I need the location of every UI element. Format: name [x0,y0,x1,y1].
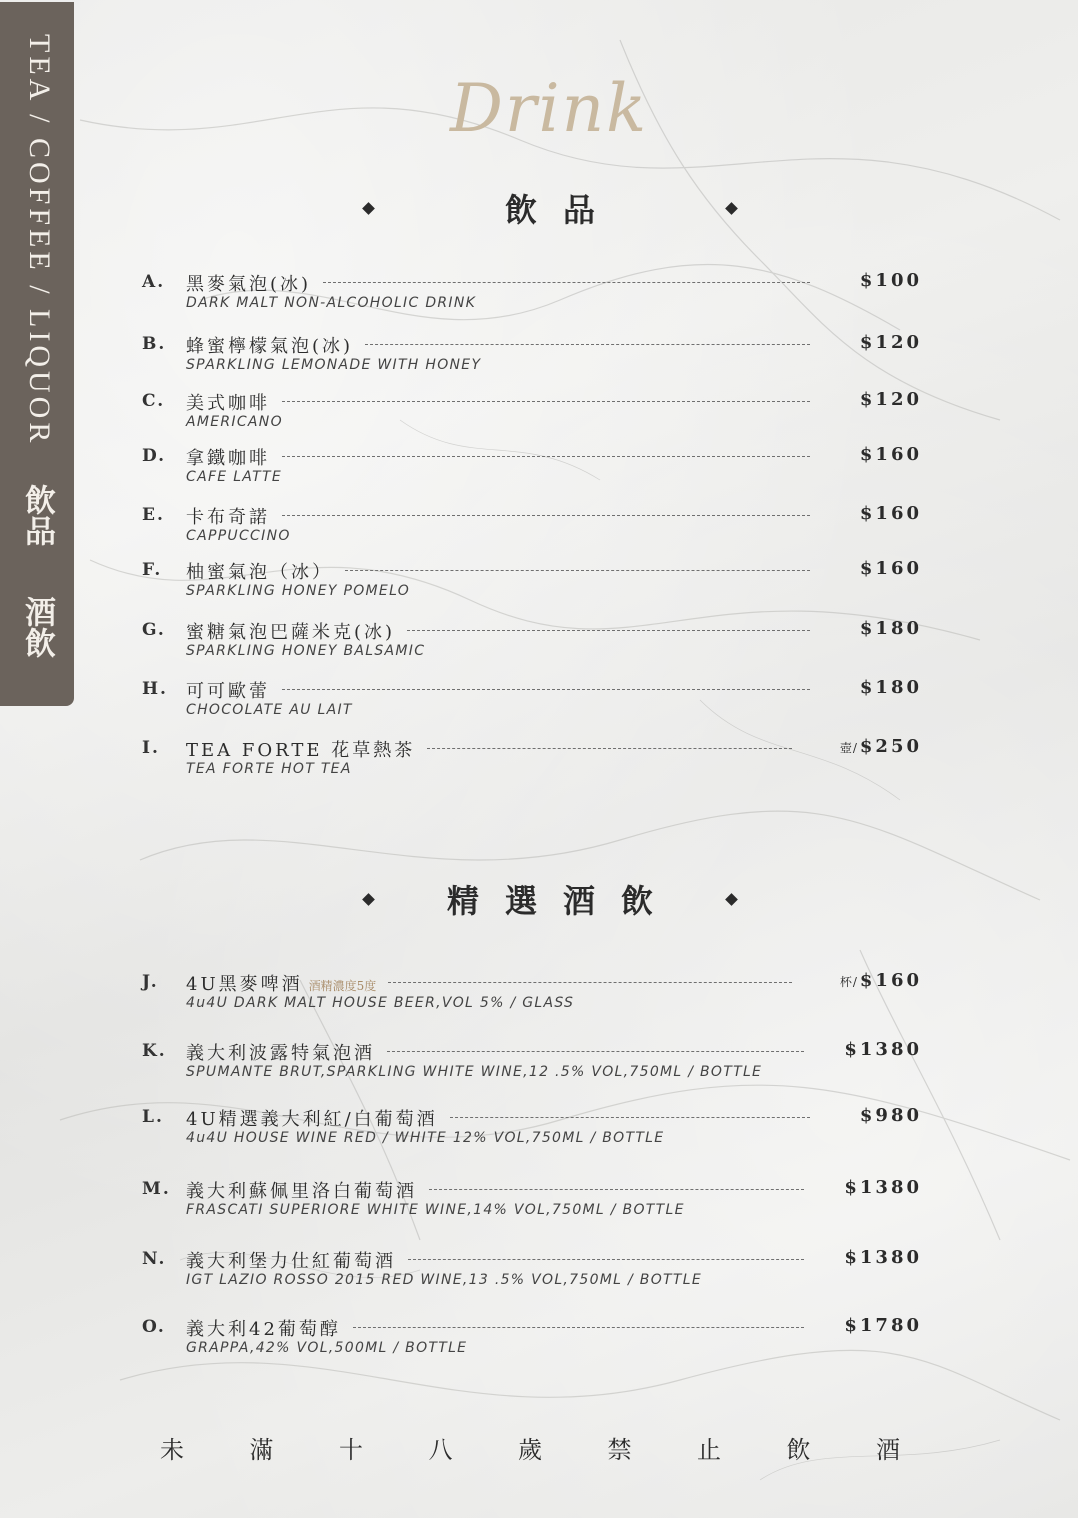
menu-item-price [742,618,922,639]
menu-item-english-name: GRAPPA,42% VOL,500ML / BOTTLE [186,1340,468,1356]
notice-character: 十 [339,1436,363,1464]
menu-item-english-name: CAPPUCCINO [186,528,291,544]
menu-item-letter: I. [142,738,160,758]
drink-script-title: Drink [450,70,649,147]
menu-item-chinese-text: 義大利42葡萄醇 [186,1319,341,1340]
menu-item-chinese-name [186,677,270,703]
menu-item-alcohol-note: 酒精濃度5度 [308,979,377,993]
section-title-drinks [360,183,740,233]
menu-item-letter: N. [142,1249,167,1269]
notice-character: 八 [428,1436,453,1464]
menu-item-letter: K. [142,1041,167,1061]
menu-item-chinese-name [186,389,270,415]
menu-item-price [742,970,922,991]
menu-item-price [742,1177,922,1198]
side-tab-drinks-text: 飲品 [19,484,55,546]
menu-item-letter: H. [142,679,168,699]
menu-item-chinese-name [186,270,311,296]
menu-item-letter: D. [142,446,167,466]
menu-item-price-value: $180 [859,677,922,698]
menu-item-leader-line [282,456,810,457]
menu-item-english-name: 4u4U DARK MALT HOUSE BEER,VOL 5% / GLASS [186,995,575,1011]
menu-item [142,738,922,788]
age-restriction-notice [160,1430,900,1465]
menu-item-leader-line [282,515,810,516]
diamond-icon [725,202,738,215]
menu-item [142,972,922,1022]
menu-item-chinese-text: 4U精選義大利紅/白葡萄酒 [186,1109,438,1130]
menu-item-english-name: IGT LAZIO ROSSO 2015 RED WINE,13 .5% VOL,750ML / BOTTLE [186,1272,702,1288]
menu-item-price-value: $120 [859,389,922,410]
menu-item-chinese-text: 義大利堡力仕紅葡萄酒 [186,1251,396,1272]
menu-item-price [742,1039,922,1060]
side-tab-drinks-label [0,484,74,559]
section-title-text: 飲品 [504,191,621,229]
menu-item-chinese-name [186,618,395,644]
menu-item-chinese-text: 可可歐蕾 [186,681,270,702]
menu-item-english-name: TEA FORTE HOT TEA [186,761,352,777]
menu-item-leader-line [353,1327,804,1328]
menu-item-chinese-text: 柚蜜氣泡（冰） [186,562,333,583]
notice-character: 止 [697,1436,721,1464]
menu-item-chinese-text: 義大利蘇佩里洛白葡萄酒 [186,1181,417,1202]
side-tab-liquor-label [0,596,74,671]
menu-item-chinese-name [186,1039,375,1065]
notice-character: 禁 [607,1436,632,1464]
menu-item [142,1041,922,1091]
menu-item-chinese-text: 卡布奇諾 [186,507,270,528]
menu-item [142,391,922,441]
menu-item-price [742,270,922,291]
menu-item-chinese-name [186,970,376,996]
section-title-liquor [360,874,740,924]
menu-item-price [742,736,922,757]
menu-item-english-name: SPARKLING HONEY POMELO [186,583,411,599]
menu-item-chinese-text: 蜂蜜檸檬氣泡(冰) [186,336,354,357]
menu-item-english-name: CHOCOLATE AU LAIT [186,702,353,718]
menu-item-price [742,389,922,410]
menu-item-chinese-text: 蜜糖氣泡巴薩米克(冰) [186,622,396,643]
menu-item-chinese-name [186,1177,417,1203]
menu-item-chinese-text: TEA FORTE 花草熱茶 [186,740,416,761]
menu-item-chinese-name [186,444,270,470]
menu-item-price-value: $1780 [844,1315,922,1336]
menu-item-english-name: DARK MALT NON-ALCOHOLIC DRINK [186,295,477,311]
menu-item-letter: L. [142,1107,164,1127]
menu-item-chinese-name [186,736,415,762]
menu-item-chinese-name [186,1315,341,1341]
menu-item-letter: A. [142,272,166,292]
notice-character: 歲 [518,1436,542,1464]
side-tab-english-label: TEA / COFFEE / LIQUOR [23,34,56,447]
section-title-text: 精選酒飲 [446,882,679,920]
menu-item-price-value: $180 [859,618,922,639]
menu-item-price-value: $160 [859,503,922,524]
menu-item-letter: C. [142,391,166,411]
menu-item [142,620,922,670]
diamond-icon [362,202,375,215]
menu-item-price-value: $160 [859,558,922,579]
menu-item-price-value: $100 [859,270,922,291]
menu-item-price-unit: 杯/ [839,975,858,989]
menu-item-leader-line [282,401,810,402]
menu-item-chinese-name [186,503,270,529]
menu-item-price [742,503,922,524]
notice-character: 滿 [249,1436,274,1464]
menu-item-price-value: $1380 [844,1177,922,1198]
menu-item-letter: J. [142,972,159,992]
menu-item-price-value: $160 [859,970,922,991]
menu-item-chinese-text: 美式咖啡 [186,393,270,414]
menu-item-leader-line [388,982,792,983]
menu-item [142,446,922,496]
menu-item-chinese-name [186,1247,396,1273]
menu-item [142,1107,922,1157]
menu-item-english-name: CAFE LATTE [186,469,283,485]
menu-item-price-value: $160 [859,444,922,465]
diamond-icon [725,893,738,906]
menu-item-price [742,332,922,353]
menu-item-price-value: $1380 [844,1247,922,1268]
menu-item-chinese-text: 黑麥氣泡(冰) [186,274,312,295]
menu-item-price [742,558,922,579]
menu-item [142,560,922,610]
menu-item-price-value: $980 [859,1105,922,1126]
menu-item-price [742,1315,922,1336]
menu-item-english-name: FRASCATI SUPERIORE WHITE WINE,14% VOL,750ML / BOTTLE [186,1202,685,1218]
menu-item-leader-line [427,748,792,749]
menu-item-chinese-name [186,1105,438,1131]
menu-item-price [742,1105,922,1126]
notice-character: 酒 [876,1436,900,1464]
menu-item-letter: B. [142,334,167,354]
menu-item-price-unit: 壺/ [839,741,858,755]
menu-item-price [742,444,922,465]
menu-item-price-value: $250 [859,736,922,757]
menu-item-letter: O. [142,1317,166,1337]
side-tab-liquor-text: 酒飲 [19,596,55,658]
menu-item-letter: F. [142,560,163,580]
menu-item-price-value: $120 [859,332,922,353]
side-category-tab [0,2,74,706]
menu-item-chinese-text: 拿鐵咖啡 [186,448,270,469]
menu-item-leader-line [282,689,810,690]
menu-item-english-name: SPUMANTE BRUT,SPARKLING WHITE WINE,12 .5% VOL,750ML / BOTTLE [186,1064,763,1080]
menu-item-english-name: SPARKLING HONEY BALSAMIC [186,643,426,659]
menu-item-chinese-name [186,558,333,584]
notice-character: 飲 [786,1436,811,1464]
menu-item [142,1317,922,1367]
menu-item [142,272,922,322]
menu-item [142,679,922,729]
menu-item-chinese-name [186,332,353,358]
menu-item-chinese-text: 義大利波露特氣泡酒 [186,1043,375,1064]
menu-item [142,1179,922,1229]
menu-item [142,334,922,384]
menu-item-letter: G. [142,620,166,640]
menu-item-english-name: AMERICANO [186,414,283,430]
menu-item-english-name: 4u4U HOUSE WINE RED / WHITE 12% VOL,750ML / BOTTLE [186,1130,665,1146]
diamond-icon [362,893,375,906]
menu-item-leader-line [345,570,810,571]
menu-item-letter: E. [142,505,165,525]
menu-item [142,505,922,555]
menu-item-letter: M. [142,1179,171,1199]
menu-item [142,1249,922,1299]
menu-item-leader-line [323,282,810,283]
notice-character: 未 [160,1436,184,1464]
menu-item-price [742,1247,922,1268]
menu-item-english-name: SPARKLING LEMONADE WITH HONEY [186,357,482,373]
menu-item-price-value: $1380 [844,1039,922,1060]
menu-item-chinese-text: 4U黑麥啤酒 [186,974,303,995]
menu-item-price [742,677,922,698]
